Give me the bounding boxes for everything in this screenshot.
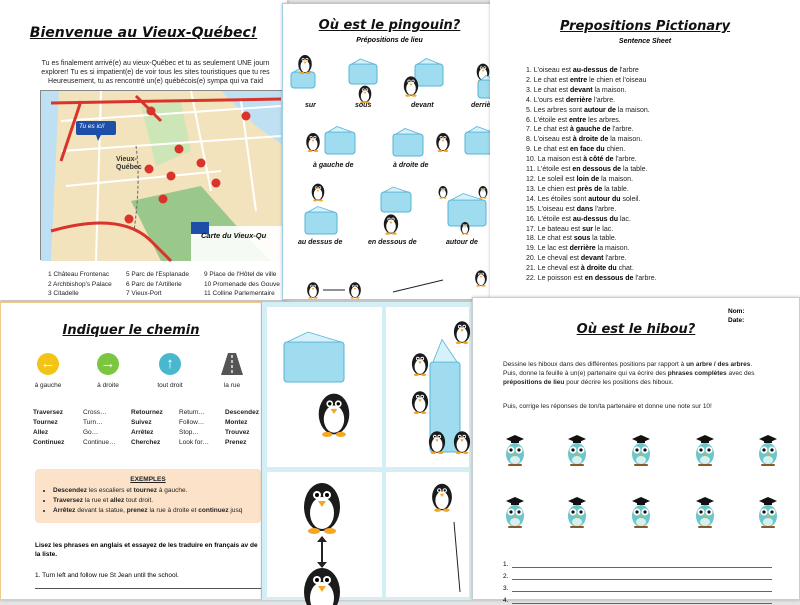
arrow-up-icon: ↑ [159, 353, 181, 375]
text-run: Puis, donne la feuille à un(e) partenaire qui va écrire des [503, 370, 668, 377]
penguin-figure [479, 186, 488, 199]
legend-item: 9 Place de l'Hôtel de ville [204, 271, 277, 278]
owl-icon [629, 433, 653, 467]
preposition: à droite du [580, 265, 617, 273]
owl-icon [756, 433, 780, 467]
preposition: à gauche de [570, 126, 611, 134]
preposition: près de [577, 185, 603, 193]
preposition-label: sur [305, 102, 316, 109]
penguin-figure [312, 184, 325, 202]
sentence-text: 4. [526, 96, 534, 104]
sentence-text: 10. [526, 156, 538, 164]
penguin-figure [404, 76, 418, 96]
sentence-text: 22. [526, 275, 538, 283]
verb: prenez [126, 507, 148, 514]
owl-icon [565, 495, 589, 529]
direction-left [23, 353, 73, 389]
sentence-text: le lac. [592, 225, 614, 233]
answer-line[interactable] [503, 597, 772, 604]
answer-line[interactable] [503, 585, 772, 592]
sentence-item [526, 254, 800, 264]
sentence-text: le chien et l'oiseau [587, 76, 647, 84]
sentence-item [526, 274, 800, 284]
text-run-bold: un arbre / des arbres [686, 361, 751, 368]
direction-label: la rue [223, 382, 241, 389]
example-item [53, 506, 261, 516]
sentence-item [526, 165, 800, 175]
exercise-item: 1. Turn left and follow rue St Jean until the school. [35, 572, 179, 579]
preposition-label: en dessous de [368, 239, 417, 246]
sentence-item [526, 185, 800, 195]
penguin-figure [307, 282, 319, 299]
sentence-text: Le cheval est [537, 255, 581, 263]
owl-icon [693, 495, 717, 529]
preposition: entre [569, 116, 587, 124]
sentence-text: L'étoile est [537, 166, 573, 174]
sentence-text: chien. [604, 146, 626, 154]
sentence-text: l'arbre. [613, 156, 637, 164]
picture-cards-art [262, 302, 472, 600]
sentence-text: 1. [526, 67, 534, 74]
owl-icon [503, 433, 527, 467]
ice-block [325, 127, 355, 155]
preposition-label: devant [411, 102, 434, 109]
sentence-text: L'étoile est [537, 215, 573, 223]
sentence-text: Le bateau est [537, 225, 583, 233]
preposition: derrière [569, 245, 596, 253]
examples-box [35, 469, 261, 523]
sentence-text: 16. [526, 215, 538, 223]
instructions-paragraph [503, 369, 793, 387]
sentence-list [526, 66, 800, 284]
preposition-label: sous [355, 102, 372, 109]
instructions-paragraph: Puis, corrige les réponses de ton/ta partenaire et donne une note sur 10! [503, 403, 712, 410]
sentence-text: la maison. [615, 106, 650, 114]
preposition: dans [576, 205, 594, 213]
sentence-item [526, 86, 800, 96]
owl-icon [693, 433, 717, 467]
sentence-text: L'étoile est [533, 116, 569, 124]
penguin-figure [436, 133, 450, 152]
preposition: derrière [565, 96, 592, 104]
worksheet-vieux-quebec [0, 0, 288, 300]
preposition: à côté de [583, 156, 614, 164]
sentence-text: Le chat est [537, 235, 574, 243]
intro-line: Heureusement, tu as rencontré un(e) québécois(e) sympa qui va t'aid [48, 78, 263, 85]
vocab-word: Traversez [33, 409, 63, 416]
sentence-item [526, 96, 800, 106]
owl-icon [756, 495, 780, 529]
example-text: jusq [228, 507, 243, 514]
sentence-text: Le chien est [537, 185, 578, 193]
vocab-column [225, 408, 259, 448]
page-title: Où est le hibou? [576, 322, 696, 337]
legend-item: 11 Colline Parlementaire [204, 290, 275, 297]
legend-item: 2 Archbishop's Palace [48, 280, 112, 288]
sentence-text: Le chat est [533, 126, 570, 134]
map-caption: Carte du Vieux-Qu [201, 231, 267, 240]
sentence-text: l'arbre. [593, 205, 617, 213]
sentence-text: 13. [526, 185, 538, 193]
text-run: pour décrire les positions des hiboux. [564, 379, 674, 386]
penguin-figure [475, 270, 487, 287]
text-run: Dessine les hiboux dans des différentes positions par rapport à [503, 361, 687, 368]
road-icon [221, 353, 243, 375]
answer-line[interactable] [503, 573, 772, 580]
sentence-text: la table. [621, 166, 648, 174]
map-legend [48, 270, 282, 299]
sentence-text: Les étoiles sont [537, 195, 589, 203]
intro-line: Tu es finalement arrivé(e) au vieux-Québec et tu as seulement UNE journ [41, 60, 270, 67]
direction-label: à gauche [34, 382, 62, 389]
vocab-word: Prenez [225, 439, 247, 446]
page-title: Où est le pingouin? [318, 18, 461, 33]
owl-icon [503, 495, 527, 529]
answer-number: 3. [503, 585, 509, 592]
example-text: les escaliers et [86, 487, 134, 494]
worksheet-directions [0, 302, 262, 600]
penguin-figure [384, 214, 398, 234]
worksheet-owl [472, 297, 800, 604]
sentence-text: 19. [526, 245, 538, 253]
vocab-word: Turn… [83, 419, 103, 426]
sentence-text: Le lac est [537, 245, 570, 253]
vocab-word: Look for… [179, 439, 209, 446]
answer-number: 4. [503, 597, 509, 604]
penguin-figure [461, 222, 470, 235]
page-title: Bienvenue au Vieux-Québec! [29, 25, 258, 41]
example-text: tout droit. [124, 497, 154, 504]
instructions-paragraph: Dessine les hiboux dans des différentes positions par rapport à un arbre / des arbres. [503, 361, 753, 368]
text-run-bold: prépositions de lieu [503, 379, 565, 386]
sentence-item [526, 76, 800, 86]
page-title: Indiquer le chemin [62, 323, 200, 338]
sentence-text: Le chat est [533, 146, 570, 154]
verb: tournez [133, 487, 158, 494]
vocab-word: Follow… [179, 419, 205, 426]
preposition-label: derriè [471, 102, 491, 109]
legend-item: 7 Vieux-Port [126, 290, 162, 297]
sentence-text: lac. [618, 215, 631, 223]
sentence-item [526, 66, 800, 76]
arrow-left-icon: ← [37, 353, 59, 375]
examples-list [53, 486, 261, 516]
worksheet-pictionary [490, 0, 800, 300]
text-run-bold: phrases complètes [667, 370, 727, 377]
sentence-item [526, 234, 800, 244]
vocab-word: Allez [33, 429, 49, 436]
preposition-label: autour de [446, 239, 478, 246]
ice-block [349, 59, 377, 84]
direction-street [207, 353, 257, 389]
vocab-word: Cherchez [131, 439, 161, 446]
sentence-text: 7. [526, 126, 534, 134]
sentence-item [526, 145, 800, 155]
arrow-icon [393, 280, 443, 292]
vocab-column [83, 408, 116, 448]
penguin-illustrations [283, 52, 498, 302]
preposition: devant [580, 255, 604, 263]
vocab-column [33, 408, 64, 448]
ice-block [305, 207, 337, 235]
sentence-text: L'oiseau est [533, 136, 573, 144]
preposition: en face du [570, 146, 605, 154]
sentence-item [526, 175, 800, 185]
sentence-text: Le poisson est [537, 275, 585, 283]
sentence-text: 11. [526, 166, 538, 174]
intro-line: explorer! Tu es si impatient(e) de voir tous les sites touristiques que tu res [41, 69, 270, 76]
page-title: Prepositions Pictionary [559, 19, 731, 34]
answer-number: 2. [503, 573, 509, 580]
verb: continuez [198, 507, 229, 514]
picture-card [267, 307, 382, 467]
preposition-label: à gauche de [313, 162, 354, 169]
owl-icon [629, 495, 653, 529]
sentence-text: la maison. [608, 136, 643, 144]
sentence-text: 20. [526, 255, 538, 263]
verb: allez [110, 497, 125, 504]
sentence-item [526, 215, 800, 225]
penguin-figure [349, 282, 361, 299]
sentence-text: Les arbres sont [533, 106, 584, 114]
sentence-text: 6. [526, 116, 534, 124]
vocab-word: Cross… [83, 409, 107, 416]
verb: Traversez [53, 497, 83, 504]
sentence-text: 12. [526, 175, 538, 183]
sentence-text: La maison est [537, 156, 584, 164]
legend-row [48, 270, 282, 280]
sentence-text: 5. [526, 106, 534, 114]
sentence-text: L'oiseau est [533, 67, 573, 74]
sentence-item [526, 264, 800, 274]
sentence-text: 15. [526, 205, 538, 213]
sentence-text: l'arbre. [603, 255, 627, 263]
intro-paragraph [30, 59, 281, 86]
vocab-word: Descendez [225, 409, 259, 416]
sentence-text: 21. [526, 265, 538, 273]
direction-right [83, 353, 133, 389]
answer-line[interactable] [503, 561, 772, 568]
sentence-item [526, 125, 800, 135]
sentence-item [526, 155, 800, 165]
preposition: au-dessus du [572, 215, 619, 223]
sentence-text: l'arbre. [633, 275, 657, 283]
example-item [53, 496, 261, 506]
legend-row [48, 289, 282, 299]
penguin-picture-cards [262, 302, 472, 600]
sentence-text: soleil. [620, 195, 641, 203]
preposition: devant [570, 86, 593, 94]
vocab-word: Retournez [131, 409, 163, 416]
sentence-text: la table. [590, 235, 617, 243]
page-subtitle: Prépositions de lieu [356, 37, 423, 44]
ice-block [415, 59, 443, 87]
sentence-text: Le chat est [533, 76, 570, 84]
city-map [40, 90, 290, 260]
vocab-word: Arrêtez [131, 429, 154, 436]
legend-item: 1 Château Frontenac [48, 271, 110, 278]
sentence-text: la table. [602, 185, 629, 193]
owl-icon [565, 433, 589, 467]
vocab-word: Go… [83, 429, 99, 436]
sentence-text: 18. [526, 235, 538, 243]
verb: Arrêtez [53, 507, 76, 514]
sentence-text: 8. [526, 136, 534, 144]
vocab-word: Suivez [131, 419, 152, 426]
arrow-right-icon: → [97, 353, 119, 375]
example-text: à gauche. [157, 487, 188, 494]
vocab-word: Trouvez [225, 429, 250, 436]
verb: Descendez [53, 487, 87, 494]
examples-heading: EXEMPLES [130, 476, 166, 483]
preposition: sous [573, 235, 591, 243]
direction-straight [145, 353, 195, 389]
answer-line [35, 588, 261, 589]
preposition-label: au dessus de [298, 239, 343, 246]
sentence-item [526, 244, 800, 254]
preposition-label: à droite de [393, 162, 429, 169]
vocab-column [131, 408, 163, 448]
preposition: en dessous de [572, 166, 621, 174]
answer-number: 1. [503, 561, 509, 568]
vocab-column [179, 408, 209, 448]
vocab-word: Return… [179, 409, 206, 416]
preposition: loin de [576, 175, 600, 183]
sentence-text: 14. [526, 195, 538, 203]
example-text: la rue à droite et [147, 507, 199, 514]
instructions: Lisez les phrases en anglais et essayez de les traduire en français av de la liste. [35, 542, 258, 558]
sentence-text: chat. [616, 265, 634, 273]
sentence-item [526, 135, 800, 145]
preposition: autour du [588, 195, 621, 203]
vocab-word: Continue… [83, 439, 116, 446]
map-district-label: Vieux-Québec [116, 156, 142, 171]
sentence-item [526, 195, 800, 205]
vocab-word: Montez [225, 419, 248, 426]
sentence-item [526, 106, 800, 116]
preposition: à droite de [572, 136, 609, 144]
sentence-text: 2. [526, 76, 534, 84]
legend-item: 5 Parc de l'Esplanade [126, 271, 190, 278]
vocab-word: Stop… [179, 429, 199, 436]
sentence-text: la maison. [599, 175, 634, 183]
sentence-text: les arbres. [586, 116, 621, 124]
preposition: sur [582, 225, 593, 233]
sentence-text: Le cheval est [537, 265, 581, 273]
date-label: Date: [728, 317, 745, 324]
preposition: au-dessus de [572, 67, 618, 74]
legend-row [48, 280, 282, 290]
sentence-item [526, 225, 800, 235]
legend-item: 6 Parc de l'Artillerie [126, 280, 182, 288]
name-label: Nom: [728, 308, 745, 315]
sentence-text: l'arbre [617, 67, 639, 74]
vocab-word: Continuez [33, 439, 65, 446]
sentence-item [526, 205, 800, 215]
name-date-fields [728, 307, 745, 325]
legend-item: 3 Citadelle [48, 290, 79, 297]
example-text: la rue et [83, 497, 111, 504]
direction-label: tout droit [157, 382, 183, 389]
vocab-word: Tournez [33, 419, 58, 426]
you-are-here-callout: Tu es ici! [79, 123, 105, 130]
worksheet-penguin-prepositions [282, 3, 497, 300]
penguin-figure [306, 133, 320, 152]
penguin-figure [359, 86, 372, 104]
text-run: avec des [726, 370, 755, 377]
sentence-text: Le chat est [533, 86, 570, 94]
sentence-text: L'oiseau est [537, 205, 577, 213]
sentence-text: l'arbre. [591, 96, 616, 104]
example-item [53, 486, 261, 496]
sentence-text: la maison. [595, 245, 630, 253]
page-subtitle: Sentence Sheet [618, 38, 672, 45]
sentence-item [526, 116, 800, 126]
preposition: en dessous de [584, 275, 634, 283]
picture-card [386, 472, 469, 597]
preposition: entre [570, 76, 588, 84]
penguin-figure [439, 186, 448, 199]
ice-block [381, 187, 411, 212]
direction-label: à droite [97, 382, 119, 389]
sentence-text: 17. [526, 225, 538, 233]
sentence-text: L'ours est [533, 96, 566, 104]
sentence-text: Le soleil est [537, 175, 577, 183]
sentence-text: la maison. [592, 86, 627, 94]
preposition: autour de [584, 106, 616, 114]
ice-block [393, 129, 423, 157]
sentence-text: 3. [526, 86, 534, 94]
legend-item: 10 Promenade des Gouve [204, 280, 280, 288]
sentence-text: 9. [526, 146, 534, 154]
example-text: devant la statue, [75, 507, 127, 514]
sentence-text: l'arbre. [610, 126, 634, 134]
